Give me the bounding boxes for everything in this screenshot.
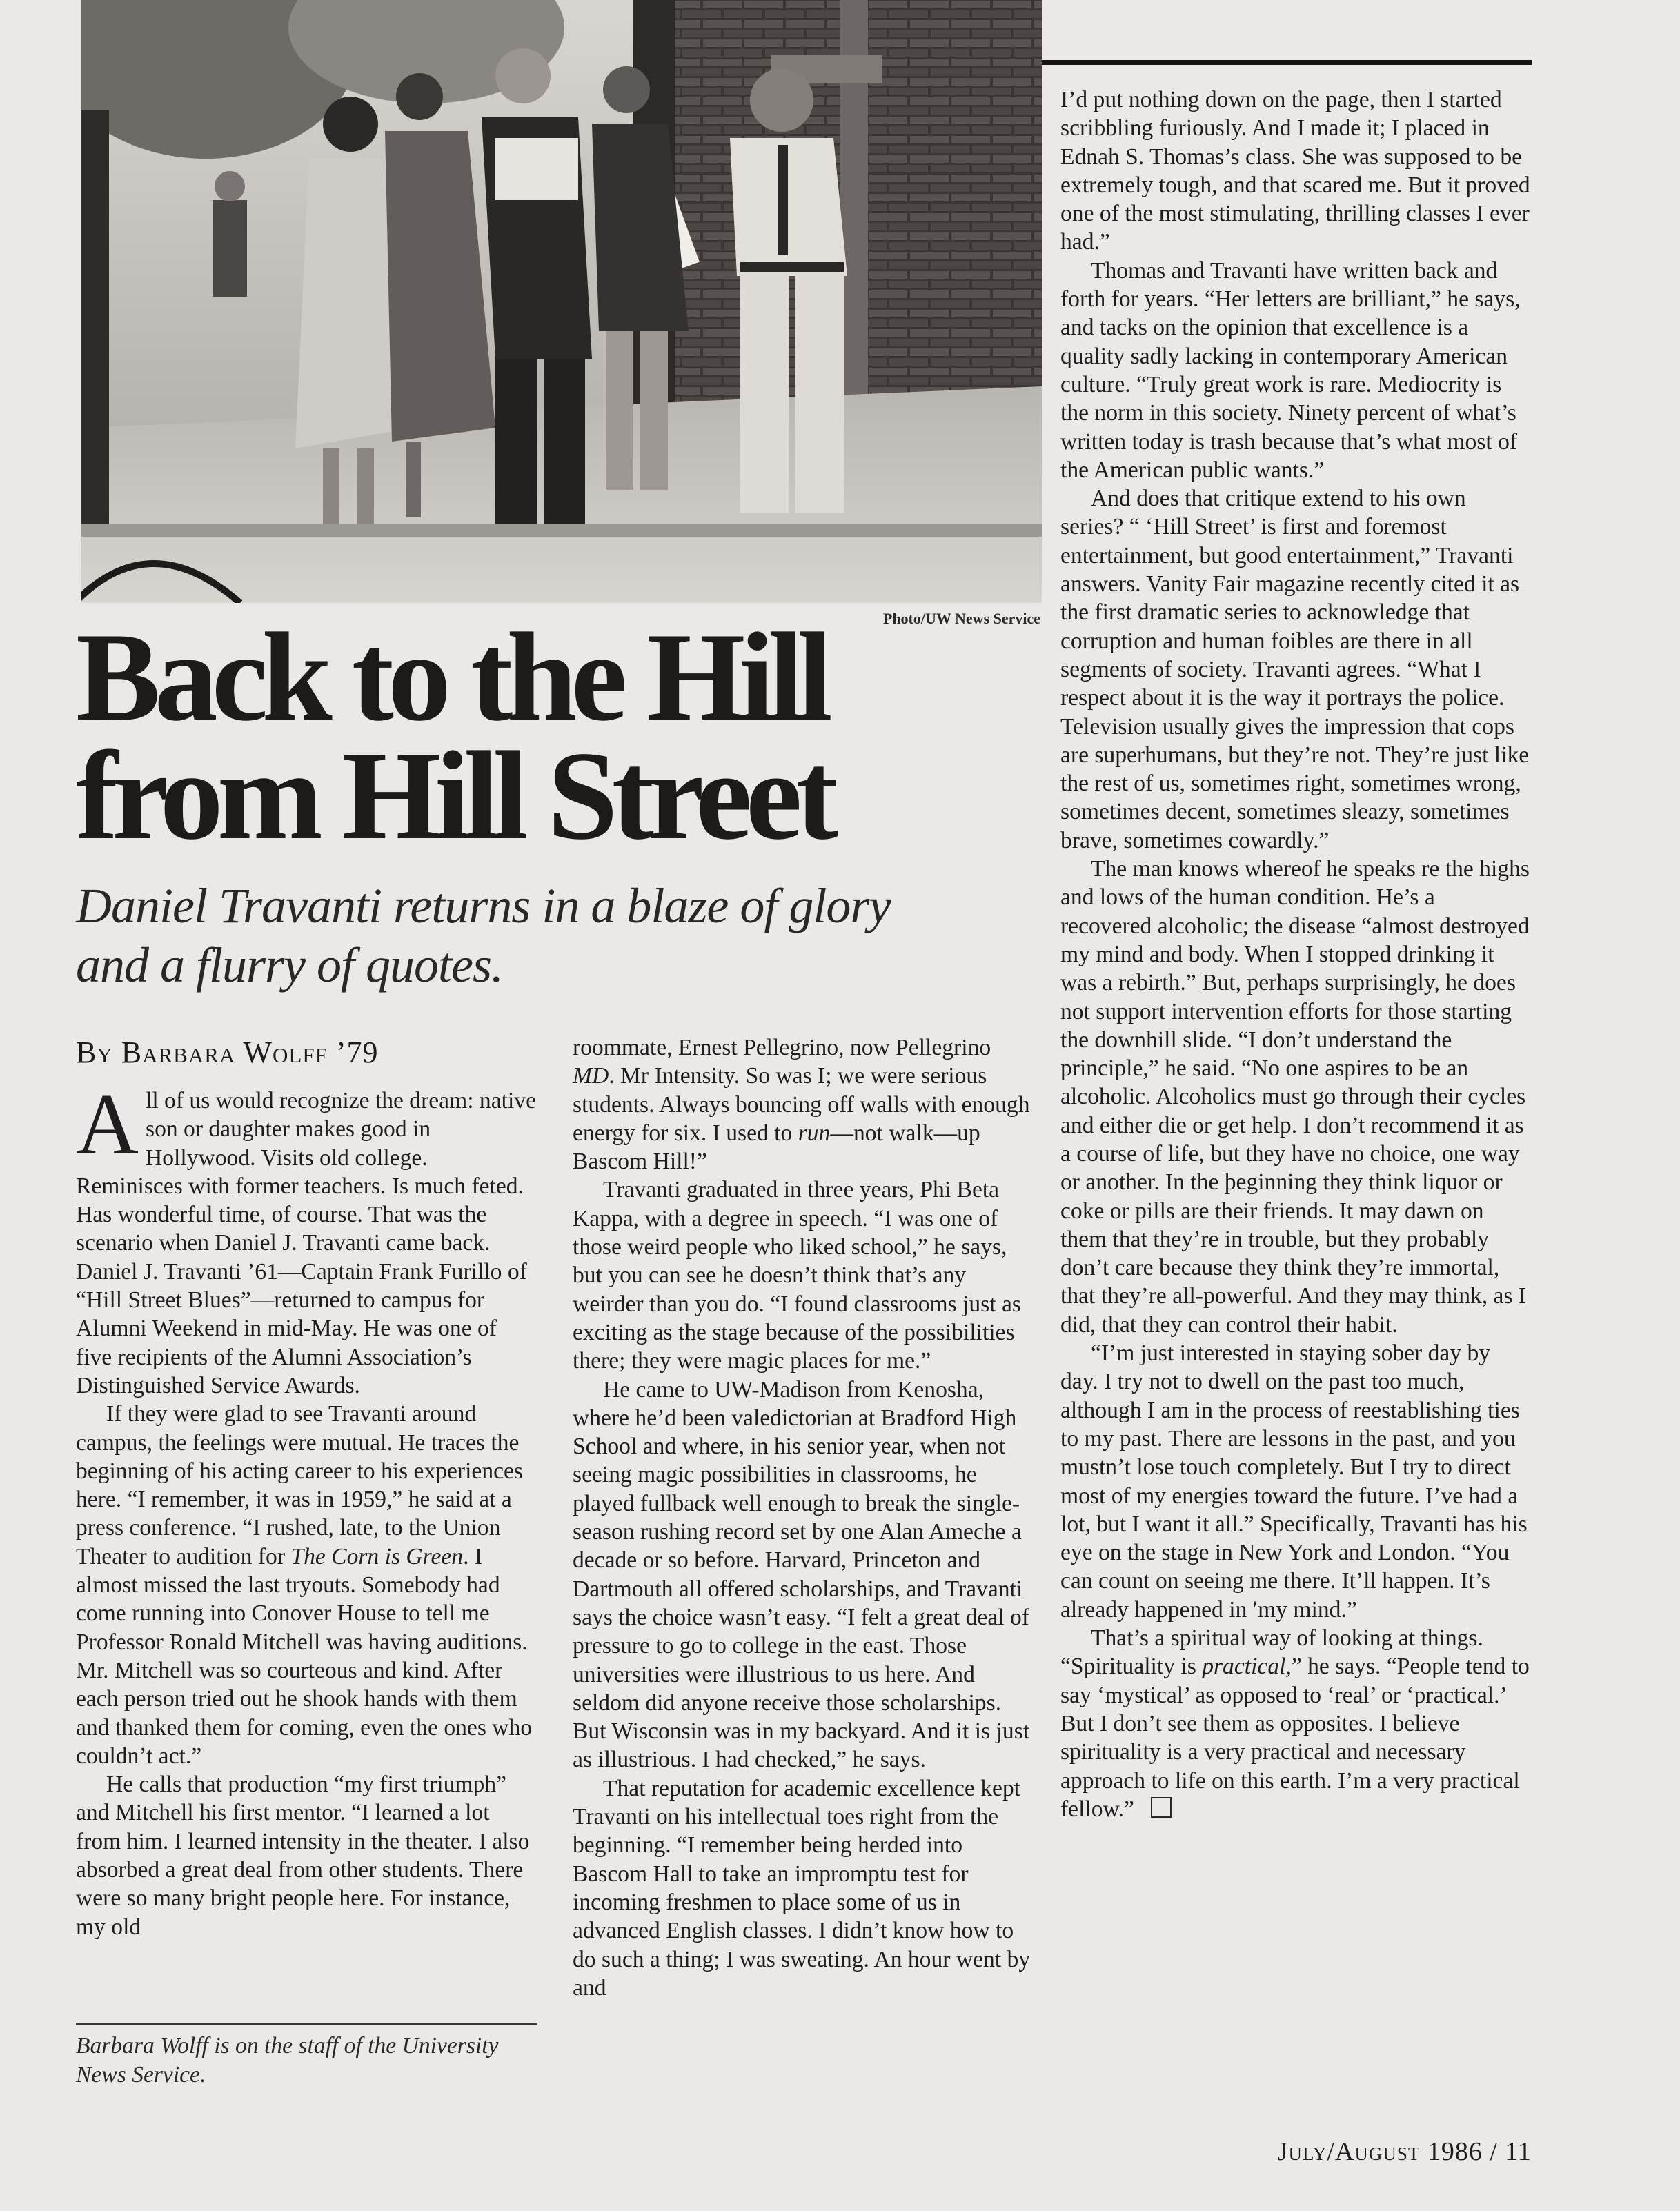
paragraph <box>1060 1339 1531 1624</box>
article-column-2 <box>573 1033 1035 2002</box>
article-column-3 <box>1060 86 1531 1823</box>
paragraph-text: If they were glad to see Travanti around campus, the feelings were mutual. He traces the beginning of his acting career to his experiences here. “I remember, it was in 1959,” he said at a press conference. “I rushed, late, to the Union Theater to audition for <box>76 1401 524 1569</box>
byline: By Barbara Wolff ’79 <box>76 1035 379 1069</box>
paragraph-text: ” he says. “People tend to say ‘mystical’ as opposed to ‘real’ or ‘practical.’ But I don’t see them as opposites. I believe spirituality is a very practical and necessary approach to life on this earth. I’m a very practical fellow.” <box>1060 1654 1530 1822</box>
paragraph-text: I’d put nothing down on the page, then I started scribbling furiously. And I made it; I placed in Ednah S. Thomas’s class. She was supposed to be extremely tough, and that scared me. But it proved one of the most stimulating, thrilling classes I ever had.” <box>1060 87 1530 255</box>
paragraph-text: . Mr Intensity. So was I; we were serious students. Always bouncing off walls with enough energy for six. I used to <box>573 1063 1030 1146</box>
paragraph-text: That’s a spiritual way of looking at things. “Spirituality is <box>1060 1625 1483 1680</box>
paragraph-text: roommate, Ernest Pellegrino, now Pellegrino <box>573 1035 991 1060</box>
paragraph <box>573 1774 1035 2002</box>
paragraph-text: And does that critique extend to his own series? “ ‘Hill Street’ is first and foremost entertainment, but good entertainment,” Travanti answers. Vanity Fair magazine recently cited it as the first dramatic series to acknowledge that corruption and human foibles are there in all segments of society. Travanti agrees. “What I respect about it is the way it portrays the police. Television usually gives the impression that cops are superhumans, but they’re not. They’re just like the rest of us, sometimes right, sometimes wrong, sometimes decent, sometimes sleazy, sometimes brave, sometimes cowardly.” <box>1060 486 1530 853</box>
paragraph-text: Thomas and Travanti have written back and forth for years. “Her letters are brilliant,” he says, and tacks on the opinion that excellence is a quality sadly lacking in contemporary American culture. “Truly great work is rare. Mediocrity is the norm in this society. Ninety percent of what’s written today is trash because that’s what most of the American public wants.” <box>1060 257 1521 483</box>
photo-credit: Photo/UW News Service <box>882 610 1040 627</box>
author-bio: Barbara Wolff is on the staff of the University News Service. <box>76 2033 499 2088</box>
paragraph-text: —not walk—up Bascom Hill!” <box>573 1120 980 1175</box>
paragraph <box>1060 86 1531 257</box>
subheadline <box>76 876 1007 995</box>
headline-line-2: from Hill Street <box>76 725 832 866</box>
paragraph-text: That reputation for academic excellence kept Travanti on his intellectual toes right from the beginning. “I remember being herded into Bascom Hall to take an impromptu test for incoming freshmen to place some of us in advanced English classes. I didn’t know how to do such a thing; I was sweating. An hour went by and <box>573 1775 1031 2001</box>
subheadline-line-1: Daniel Travanti returns in a blaze of glory <box>76 878 891 933</box>
paragraph-text: Travanti graduated in three years, Phi Beta Kappa, with a degree in speech. “I was one of those weird people who liked school,” he says, but you can see he doesn’t think that’s any weirder than you do. “I found classrooms just as exciting as the stage because of the possibilities there; they were magic places for me.” <box>573 1177 1021 1374</box>
paragraph <box>1060 484 1531 855</box>
paragraph-text: He calls that production “my first triumph” and Mitchell his first mentor. “I learned a lot from him. I learned intensity in the theater. I also absorbed a great deal from other students. There were so many bright people here. For instance, my old <box>76 1772 530 1940</box>
paragraph-text: ll of us would recognize the dream: native son or daughter makes good in Hollywood. Visits old college. Reminisces with former teachers. Is much feted. Has wonderful time, of course. That was the scenario when Daniel J. Travanti came back. Daniel J. Travanti ’61—Captain Frank Furillo of “Hill Street Blues”—returned to campus for Alumni Weekend in mid-May. He was one of five recipients of the Alumni Association’s Distinguished Service Awards. <box>76 1088 536 1398</box>
paragraph-text: “I’m just interested in staying sober day by day. I try not to dwell on the past too much, although I am in the process of reestablishing ties to my past. There are lessons in the past, and you mustn’t lose touch completely. But I try to direct most of my energies toward the future. I’ve had a lot, but I want it all.” Specifically, Travanti has his eye on the stage in New York and London. “You can count on seeing me there. It’ll happen. It’s already happened in ʹmy mind.” <box>1060 1340 1528 1623</box>
article-column-1 <box>76 1077 537 1941</box>
drop-cap: A <box>76 1077 139 1173</box>
paragraph <box>1060 257 1531 484</box>
article-photo <box>81 0 1042 603</box>
paragraph-text: The man knows whereof he speaks re the highs and lows of the human condition. He’s a recovered alcoholic; the disease “almost destroyed my mind and body. When I stopped drinking it was a rebirth.” But, perhaps surprisingly, he does not support intervention efforts for those starting the downhill slide. “I don’t understand the principle,” he said. “No one aspires to be an alcoholic. Alcoholics must go through their cycles and either die or get help. I don’t recommend it as a course of life, but they have no choice, one way or another. In the þeginning they think liquor or coke or pills are their friends. It may dawn on them that they’re in trouble, but they probably don’t care because they think they’re immortal, that they’re all-powerful. And they may think, as I did, that they can control their habit. <box>1060 856 1530 1338</box>
italic-text: MD <box>573 1063 609 1089</box>
page-folio: July/August 1986 / 11 <box>1277 2137 1532 2166</box>
paragraph-text: He came to UW-Madison from Kenosha, where he’d been valedictorian at Bradford High School and where, in his senior year, when not seeing magic possibilities in classrooms, he played fullback well enough to break the single-season rushing record set by one Alan Ameche a decade or so before. Harvard, Princeton and Dartmouth all offered scholarships, and Travanti says the choice wasn’t easy. “I felt a great deal of pressure to go to college in the east. Those universities were illustrious to us here. And seldom did anyone receive those scholarships. But Wisconsin was in my backyard. And it is just as illustrious. I had checked,” he says. <box>573 1376 1030 1773</box>
paragraph <box>573 1033 1035 1176</box>
photo-image <box>81 0 1042 603</box>
italic-text: practical, <box>1202 1654 1292 1680</box>
paragraph <box>573 1176 1035 1375</box>
paragraph <box>76 1077 537 1400</box>
paragraph <box>76 1770 537 1941</box>
end-mark-icon <box>1151 1797 1172 1818</box>
italic-text: run <box>798 1120 831 1146</box>
paragraph <box>1060 855 1531 1339</box>
paragraph <box>1060 1624 1531 1823</box>
column-top-rule <box>1042 60 1532 65</box>
bio-rule <box>76 2023 537 2025</box>
paragraph <box>573 1376 1035 1774</box>
paragraph <box>76 1400 537 1770</box>
play-title: The Corn is Green <box>290 1543 464 1569</box>
headline-line-1: Back to the Hill <box>76 606 827 747</box>
subheadline-line-2: and a flurry of quotes. <box>76 938 503 993</box>
paragraph-text: . I almost missed the last tryouts. Somebody had come running into Conover House to tell me Professor Ronald Mitchell was having auditions. Mr. Mitchell was so courteous and kind. After each person tried out he shook hands with them and thanked them for coming, even the ones who couldn’t act.” <box>76 1543 533 1769</box>
